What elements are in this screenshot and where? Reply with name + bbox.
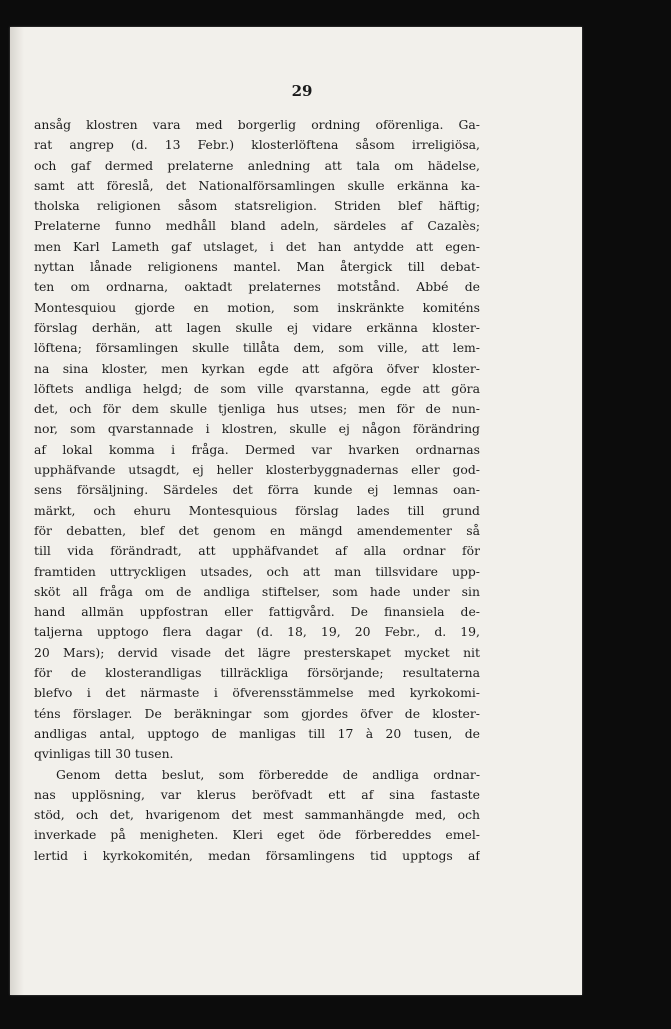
text-line: nyttan lånade religionens mantel. Man återgick till debat-	[34, 259, 480, 275]
text-line: tholska religionen såsom statsreligion. Striden blef häftig;	[34, 198, 480, 214]
text-line: nor, som qvarstannade i klostren, skulle ej någon förändring	[34, 421, 480, 437]
text-line: löftena; församlingen skulle tillåta dem, som ville, att lem-	[34, 340, 480, 356]
text-line: upphäfvande utsagdt, ej heller klosterbyggnadernas eller god-	[34, 462, 480, 478]
text-line: till vida förändradt, att upphäfvandet af alla ordnar för	[34, 543, 480, 559]
body-text	[34, 115, 480, 866]
text-line: lertid i kyrkokomitén, medan församlingens tid upptogs af	[34, 847, 480, 863]
text-line: sköt all fråga om de andliga stiftelser, som hade under sin	[34, 583, 480, 599]
text-line: Prelaterne funno medhåll bland adeln, särdeles af Cazalès;	[34, 218, 480, 234]
text-line: löftets andliga helgd; de som ville qvarstanna, egde att göra	[34, 380, 480, 396]
text-line: det, och för dem skulle tjenliga hus utses; men för de nun-	[34, 401, 480, 417]
book-page	[10, 27, 582, 995]
text-line: hand allmän uppfostran eller fattigvård. De finansiela de-	[34, 604, 480, 620]
text-line: taljerna upptogo flera dagar (d. 18, 19, 20 Febr., d. 19,	[34, 624, 480, 640]
text-line: nas upplösning, var klerus beröfvadt ett af sina fastaste	[34, 786, 480, 802]
text-line: inverkade på menigheten. Kleri eget öde förbereddes emel-	[34, 827, 480, 843]
text-line: ansåg klostren vara med borgerlig ordning oförenliga. Ga-	[34, 117, 480, 132]
text-line: och gaf dermed prelaterne anledning att tala om hädelse,	[34, 157, 480, 173]
text-line: men Karl Lameth gaf utslaget, i det han antydde att egen-	[34, 238, 480, 254]
text-line: för debatten, blef det genom en mängd amendementer så	[34, 522, 480, 538]
text-line: förslag derhän, att lagen skulle ej vidare erkänna kloster-	[34, 319, 480, 335]
text-line: sens försäljning. Särdeles det förra kunde ej lemnas oan-	[34, 482, 480, 498]
binding-shadow	[10, 27, 24, 995]
text-line: Montesquiou gjorde en motion, som inskränkte komiténs	[34, 299, 480, 315]
text-line: märkt, och ehuru Montesquious förslag lades till grund	[34, 502, 480, 518]
text-line: Genom detta beslut, som förberedde de andliga ordnar-	[56, 766, 480, 782]
text-line: framtiden uttryckligen utsades, och att man tillsvidare upp-	[34, 563, 480, 579]
text-line: af lokal komma i fråga. Dermed var hvarken ordnarnas	[34, 441, 480, 457]
text-line: ten om ordnarna, oaktadt prelaternes motstånd. Abbé de	[34, 279, 480, 295]
text-line: na sina kloster, men kyrkan egde att afgöra öfver kloster-	[34, 360, 480, 376]
text-line: 20 Mars); dervid visade det lägre presterskapet mycket nit	[34, 644, 480, 660]
text-line: blefvo i det närmaste i öfverensstämmelse med kyrkokomi-	[34, 685, 480, 701]
page-number: 29	[291, 82, 313, 100]
text-line: rat angrep (d. 13 Febr.) klosterlöftena såsom irreligiösa,	[34, 137, 480, 153]
text-line: för de klosterandligas tillräckliga försörjande; resultaterna	[34, 665, 480, 681]
text-line: samt att föreslå, det Nationalförsamlingen skulle erkänna ka-	[34, 177, 480, 193]
text-line: téns förslager. De beräkningar som gjordes öfver de kloster-	[34, 705, 480, 721]
text-line: stöd, och det, hvarigenom det mest sammanhängde med, och	[34, 807, 480, 823]
text-line: qvinligas till 30 tusen.	[34, 746, 174, 762]
text-line: andligas antal, upptogo de manligas till 17 à 20 tusen, de	[34, 725, 480, 741]
